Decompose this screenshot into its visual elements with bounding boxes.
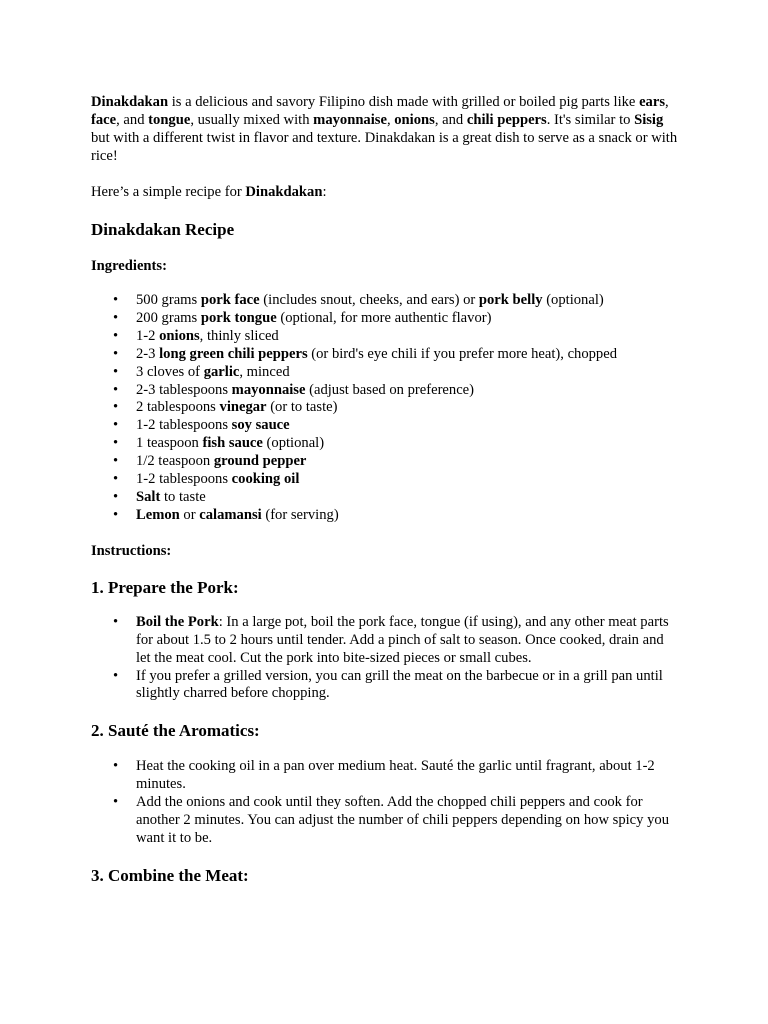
step-list-prepare-pork [91, 614, 681, 704]
step-text: : In a large pot, boil the pork face, tongue (if using), and any other meat parts for about 1.5 to 2 hours until tender. Add a pinch of salt to season. Once cooked, drain and let the meat cool. Cut the pork into bite-sized pieces or small cubes. [136, 613, 669, 666]
ingredient-text: 3 cloves of [136, 363, 204, 380]
intro-text: . It's similar to [546, 112, 635, 128]
ingredient-item [136, 471, 681, 489]
step-text: Add the onions and cook until they soften. Add the chopped chili peppers and cook for another 2 minutes. You can adjust the number of chili peppers depending on how spicy you want it to be. [136, 794, 669, 846]
ingredient-bold: Salt [136, 488, 161, 505]
ingredient-bold: ground pepper [213, 453, 307, 470]
ingredient-bold: pork belly [478, 292, 543, 308]
ingredient-text: (for serving) [261, 506, 339, 523]
ingredient-bold: soy sauce [231, 417, 290, 434]
instructions-label: Instructions: [91, 542, 172, 559]
intro-bold-text: Sisig [634, 112, 664, 128]
intro-text: , usually mixed with [190, 112, 314, 128]
step-heading-combine-meat: 3. Combine the Meat: [91, 865, 249, 885]
ingredient-text: to taste [160, 488, 206, 505]
ingredient-bold: mayonnaise [231, 381, 306, 398]
ingredient-text: (adjust based on preference) [305, 381, 475, 398]
intro-paragraph [91, 93, 681, 165]
intro-text: but with a different twist in flavor and texture. Dinakdakan is a great dish to serve as a snack or with rice! [91, 130, 678, 164]
ingredient-text: 2-3 tablespoons [136, 381, 232, 398]
ingredient-text: (includes snout, cheeks, and ears) or [259, 292, 479, 308]
intro-text: , and [434, 112, 467, 128]
ingredient-bold: cooking oil [231, 471, 300, 488]
step-list-saute-aromatics [91, 758, 681, 848]
intro-bold-text: mayonnaise [313, 112, 387, 128]
ingredient-item [136, 399, 681, 417]
ingredient-bold: fish sauce [202, 435, 263, 452]
ingredient-bold: garlic [203, 363, 240, 380]
ingredient-text: 1-2 [136, 327, 160, 344]
ingredient-text: 1-2 tablespoons [136, 417, 232, 434]
ingredient-text: , thinly sliced [199, 327, 279, 344]
step-bold: Boil the Pork [136, 613, 219, 630]
ingredient-text: 500 grams [136, 292, 201, 308]
intro-bold-text: onions [394, 112, 435, 128]
step-heading-prepare-pork: 1. Prepare the Pork: [91, 577, 239, 597]
ingredient-text: or [179, 506, 200, 523]
ingredient-item [136, 453, 681, 471]
ingredient-text: 200 grams [136, 309, 201, 326]
ingredient-text: 1-2 tablespoons [136, 471, 232, 488]
lead-text: Here’s a simple recipe for [91, 184, 246, 200]
ingredient-text: (or to taste) [266, 399, 338, 416]
ingredients-label: Ingredients: [91, 258, 167, 274]
ingredient-text: , minced [239, 363, 290, 380]
ingredient-item [136, 435, 681, 453]
ingredient-item [136, 382, 681, 400]
ingredient-text: 1 teaspoon [136, 435, 203, 452]
ingredient-item [136, 417, 681, 435]
step-item [136, 758, 681, 794]
intro-text: , [386, 112, 395, 128]
ingredient-item [136, 507, 681, 525]
ingredient-item [136, 364, 681, 382]
ingredient-text: 2 tablespoons [136, 399, 220, 416]
ingredient-item [136, 310, 681, 328]
ingredient-bold: calamansi [199, 506, 262, 523]
intro-text: is a delicious and savory Filipino dish made with grilled or boiled pig parts like [168, 94, 640, 110]
ingredient-item [136, 346, 681, 364]
step-item [136, 614, 681, 668]
ingredient-bold: Lemon [136, 506, 180, 523]
recipe-lead-paragraph [91, 183, 681, 201]
intro-text: , [665, 94, 669, 110]
ingredient-bold: long green chili peppers [159, 345, 308, 362]
intro-bold-text: chili peppers [466, 112, 547, 128]
ingredients-list [91, 292, 681, 525]
step-text: Heat the cooking oil in a pan over medium heat. Sauté the garlic until fragrant, about 1-2 minutes. [136, 758, 655, 793]
ingredient-text: 2-3 [136, 345, 160, 362]
intro-text: , and [116, 112, 149, 128]
ingredient-text: (optional, for more authentic flavor) [276, 309, 492, 326]
document-page [91, 93, 681, 908]
step-item [136, 794, 681, 848]
recipe-heading: Dinakdakan Recipe [91, 220, 235, 239]
intro-bold-text: tongue [148, 112, 191, 128]
lead-text: : [322, 184, 327, 200]
lead-bold-text: Dinakdakan [245, 184, 323, 200]
step-heading-saute-aromatics: 2. Sauté the Aromatics: [91, 721, 260, 741]
ingredient-text: (optional) [262, 435, 325, 452]
intro-bold-text: face [91, 112, 117, 128]
ingredient-bold: vinegar [219, 399, 267, 416]
intro-bold-text: ears [639, 94, 665, 110]
intro-bold-text: Dinakdakan [91, 94, 169, 110]
ingredient-item [136, 292, 681, 310]
ingredient-text: (or bird's eye chili if you prefer more heat), chopped [307, 345, 618, 362]
ingredient-item [136, 489, 681, 507]
step-item [136, 668, 681, 704]
ingredient-bold: onions [159, 327, 200, 344]
ingredient-bold: pork face [200, 292, 260, 308]
step-text: If you prefer a grilled version, you can grill the meat on the barbecue or in a grill pan until slightly charred before chopping. [136, 667, 663, 702]
ingredient-text: 1/2 teaspoon [136, 453, 214, 470]
ingredient-item [136, 328, 681, 346]
ingredient-text: (optional) [542, 292, 604, 308]
ingredient-bold: pork tongue [200, 309, 277, 326]
